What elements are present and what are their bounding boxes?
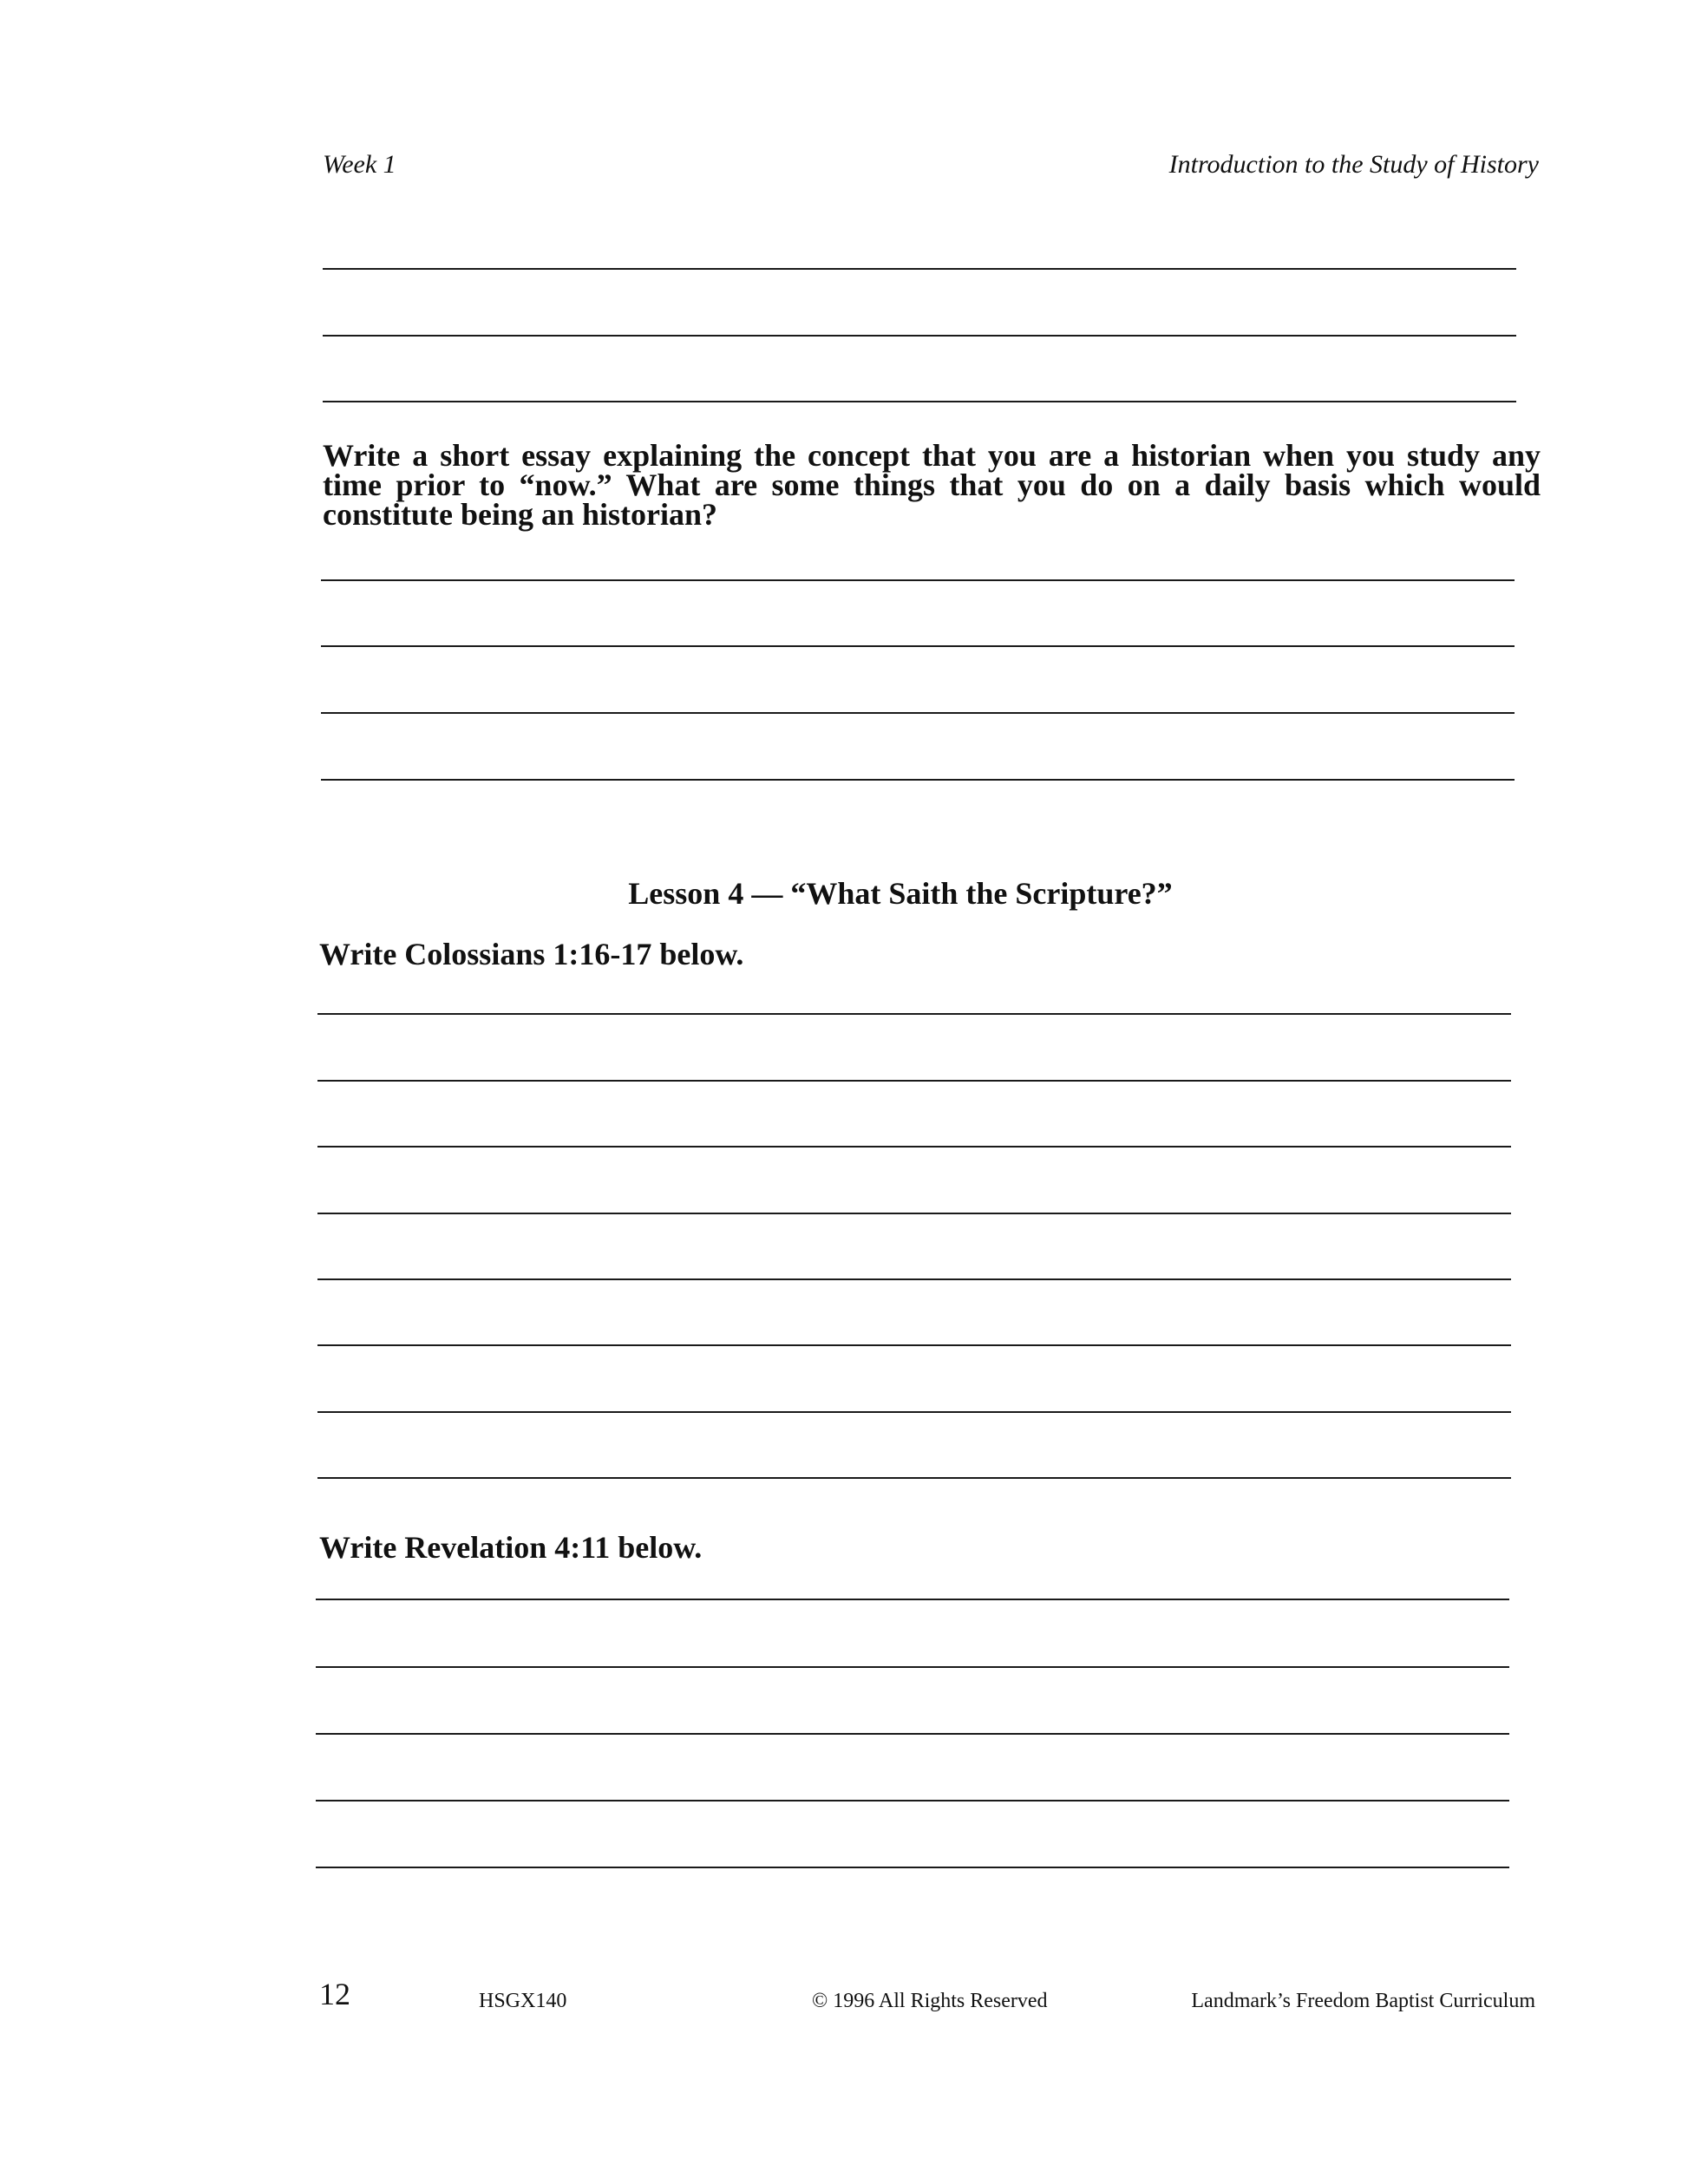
lesson-title: Lesson 4 — “What Saith the Scripture?”	[628, 876, 1173, 911]
answer-line[interactable]	[317, 1344, 1511, 1346]
running-header-title: Introduction to the Study of History	[1168, 150, 1539, 179]
answer-line[interactable]	[323, 268, 1516, 270]
publisher-name: Landmark’s Freedom Baptist Curriculum	[1191, 1990, 1535, 2012]
answer-line[interactable]	[321, 645, 1515, 647]
answer-line[interactable]	[317, 1213, 1511, 1214]
colossians-instruction: Write Colossians 1:16-17 below.	[319, 937, 744, 971]
answer-line[interactable]	[316, 1733, 1509, 1735]
answer-line[interactable]	[316, 1800, 1509, 1801]
essay-prompt: Write a short essay explaining the concept that you are a historian when you study any time prior to “now.” What are some things that you do on a daily basis which would constitute being an historian?	[323, 438, 1541, 532]
answer-line[interactable]	[316, 1666, 1509, 1668]
answer-line[interactable]	[317, 1146, 1511, 1148]
product-code: HSGX140	[479, 1990, 567, 2012]
answer-line[interactable]	[317, 1477, 1511, 1479]
answer-line[interactable]	[321, 779, 1515, 781]
answer-line[interactable]	[317, 1278, 1511, 1280]
answer-line[interactable]	[317, 1411, 1511, 1413]
copyright-notice: © 1996 All Rights Reserved	[812, 1990, 1048, 2012]
answer-line[interactable]	[321, 712, 1515, 714]
answer-line[interactable]	[323, 401, 1516, 402]
revelation-instruction: Write Revelation 4:11 below.	[319, 1530, 703, 1565]
running-header-week: Week 1	[323, 150, 396, 179]
answer-line[interactable]	[316, 1599, 1509, 1600]
answer-line[interactable]	[323, 335, 1516, 337]
page-number: 12	[319, 1977, 350, 2011]
answer-line[interactable]	[317, 1013, 1511, 1015]
answer-line[interactable]	[317, 1080, 1511, 1082]
answer-line[interactable]	[321, 579, 1515, 581]
answer-line[interactable]	[316, 1867, 1509, 1868]
